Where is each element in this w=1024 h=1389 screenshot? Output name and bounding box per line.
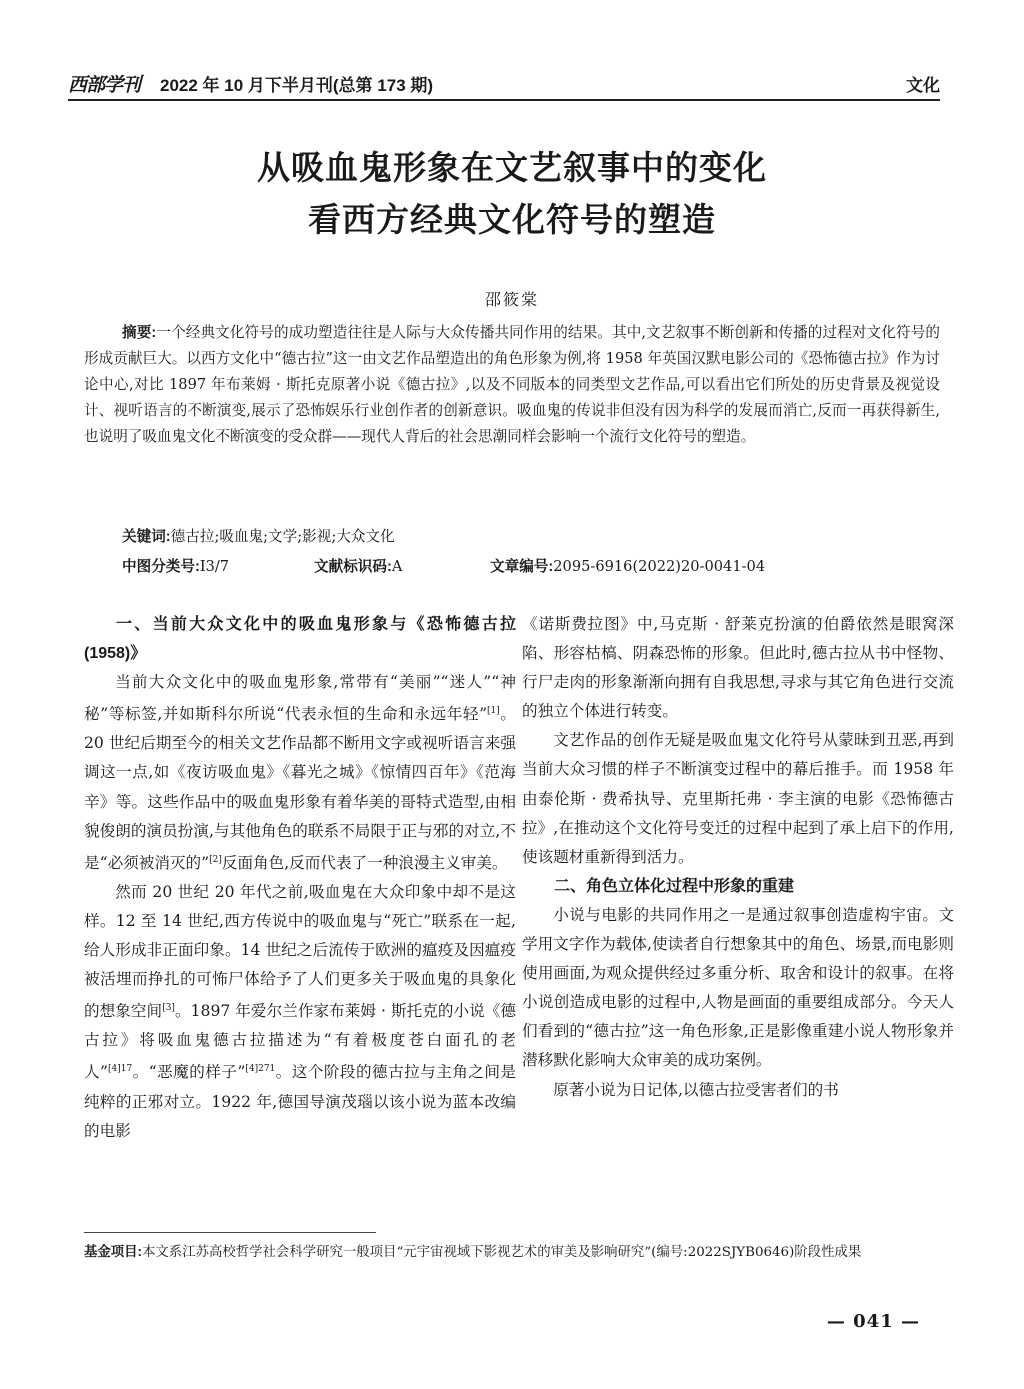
running-header [68,66,940,100]
section-heading-1: 一、当前大众文化中的吸血鬼形象与《恐怖德古拉(1958)》 [84,616,516,663]
doc-code-value: A [391,558,403,575]
body-column-right [522,610,954,1105]
issue-info: 2022 年 10 月下半月刊(总第 173 期) [160,76,434,95]
clc-value: I3/7 [199,558,230,575]
abstract-label: 摘要: [122,325,157,341]
citation-ref: [1] [487,706,500,717]
paragraph-2-continued: 《诺斯费拉图》中,马克斯 · 舒莱克扮演的伯爵依然是眼窝深陷、形容枯槁、阴森恐怖的形象。但此时,德古拉从书中怪物、行尸走肉的形象渐渐向拥有自我思想,寻求与其它角色进行交流的独立个体进行转变。 [522,615,954,721]
paragraph-4: 小说与电影的共同作用之一是通过叙事创造虚构宇宙。文学用文字作为载体,使读者自行想象其中的角色、场景,而电影则使用画面,为观众提供经过多重分析、取舍和设计的叙事。在将小说创造成电影的过程中,人物是画面的重要组成部分。今天人们看到的“德古拉”这一角色形象,正是影像重建小说人物形象并潜移默化影响大众审美的成功案例。 [522,905,954,1070]
footnote-rule [84,1232,376,1233]
classification-line [122,554,922,580]
clc-label: 中图分类号: [122,559,200,575]
abstract [84,320,940,450]
section-label: 文化 [906,76,940,95]
keywords [122,524,922,550]
funding-note [84,1240,940,1265]
paragraph-1: 当前大众文化中的吸血鬼形象,常带有“美丽”“迷人”“神秘”等标签,并如斯科尔所说“代表永恒的生命和永远年轻”[1]。20 世纪后期至今的相关文艺作品都不断用文字或视听语言来强调这一点,如《夜访吸血鬼》《暮光之城》《惊情四百年》《范海辛》等。这些作品中的吸血鬼形象有着华美的哥特式造型,由相貌俊朗的演员扮演,与其他角色的联系不局限于正与邪的对立,不是“必须被消灭的”[2]反面角色,反而代表了一种浪漫主义审美。 [84,673,516,872]
section-heading-2: 二、角色立体化过程中形象的重建 [554,877,795,895]
citation-ref: [4]271 [245,1064,276,1075]
citation-ref: [3] [162,1003,175,1014]
journal-logo: 西部学刊 [68,74,141,96]
article-number-label: 文章编号: [490,559,554,575]
author-name: 邵筱棠 [484,290,539,309]
citation-ref: [4]17 [108,1064,133,1075]
keywords-text: 德古拉;吸血鬼;文学;影视;大众文化 [170,528,395,545]
keywords-label: 关键词: [122,529,171,545]
page-number: — 041 — [826,1311,920,1332]
funding-label: 基金项目: [84,1244,143,1259]
citation-ref: [2] [209,854,222,865]
header-rule [68,99,940,101]
title-line-2: 看西方经典文化符号的塑造 [308,200,716,239]
paragraph-3: 文艺作品的创作无疑是吸血鬼文化符号从蒙昧到丑恶,再到当前大众习惯的样子不断演变过程中的幕后推手。而 1958 年由泰伦斯 · 费希执导、克里斯托弗 · 李主演的电影《恐怖德古拉》,在推动这个文化符号变迁的过程中起到了承上启下的作用,使该题材重新得到活力。 [522,731,954,866]
funding-text: 本文系江苏高校哲学社会科学研究一般项目“元宇宙视域下影视艺术的审美及影响研究”(编号:2022SJYB0646)阶段性成果 [142,1245,862,1260]
abstract-text: 一个经典文化符号的成功塑造往往是人际与大众传播共同作用的结果。其中,文艺叙事不断创新和传播的过程对文化符号的形成贡献巨大。以西方文化中“德古拉”这一由文艺作品塑造出的角色形象为例,将 1958 年英国汉默电影公司的《恐怖德古拉》作为讨论中心,对比 1897 年布莱姆 · 斯托克原著小说《德古拉》,以及不同版本的同类型文艺作品,可以看出它们所处的历史背景及视觉设计、视听语言的不断演变,展示了恐怖娱乐行业创作者的创新意识。吸血鬼的传说非但没有因为科学的发展而消亡,反而一再获得新生,也说明了吸血鬼文化不断演变的受众群——现代人背后的社会思潮同样会影响一个流行文化符号的塑造。 [84,324,940,445]
article-title [0,142,1024,246]
title-line-1: 从吸血鬼形象在文艺叙事中的变化 [257,148,767,187]
paragraph-2: 然而 20 世纪 20 年代之前,吸血鬼在大众印象中却不是这样。12 至 14 世纪,西方传说中的吸血鬼与“死亡”联系在一起,给人形成非正面印象。14 世纪之后流传于欧洲的瘟疫及因瘟疫被活埋而挣扎的可怖尸体给予了人们更多关于吸血鬼的具象化的想象空间[3]。1897 年爱尔兰作家布莱姆 · 斯托克的小说《德古拉》将吸血鬼德古拉描述为“有着极度苍白面孔的老人”$^{[4]17}$。“恶魔的样子”$^{[4]271}$。这个阶段的德古拉与主角之间是纯粹的正邪对立。1922 年,德国导演茂瑙以该小说为蓝本改编的电影 [84,882,516,1140]
doc-code-label: 文献标识码: [314,559,392,575]
body-column-left [84,610,516,1146]
article-number-value: 2095-6916(2022)20-0041-04 [553,558,766,575]
paragraph-5: 原著小说为日记体,以德古拉受害者们的书 [553,1080,839,1099]
